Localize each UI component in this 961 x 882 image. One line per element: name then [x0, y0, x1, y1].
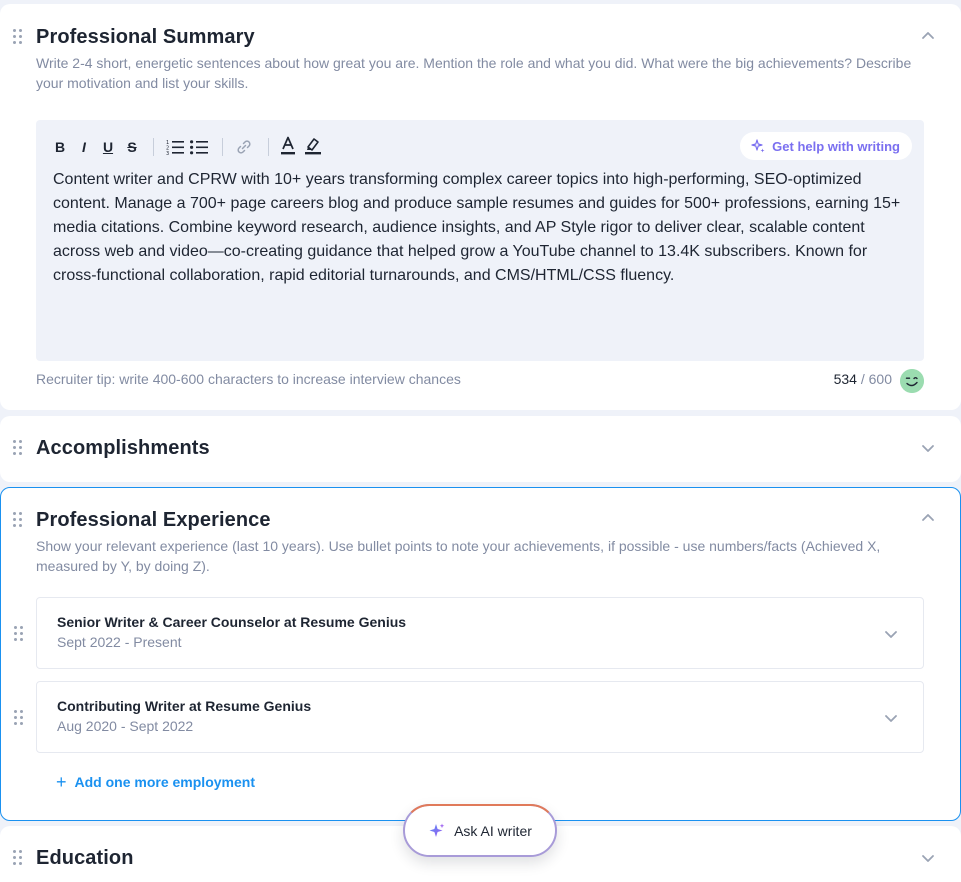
- section-title: Education: [36, 847, 134, 869]
- drag-handle-icon[interactable]: [14, 710, 24, 726]
- experience-section: [0, 487, 961, 821]
- bullet-list-icon[interactable]: [190, 139, 208, 155]
- character-counter: [834, 371, 892, 387]
- add-employment-button[interactable]: [56, 773, 255, 791]
- employment-item[interactable]: [36, 681, 924, 753]
- add-employment-label: Add one more employment: [74, 774, 255, 790]
- smiley-face-icon: [900, 369, 924, 393]
- section-description: Write 2-4 short, energetic sentences about how great you are. Mention the role and what you did. What were the big achievements? Describe your motivation and list your skills.: [36, 55, 912, 91]
- drag-handle-icon[interactable]: [13, 440, 23, 456]
- employment-item[interactable]: [36, 597, 924, 669]
- chevron-down-icon[interactable]: [883, 626, 899, 642]
- section-description: Show your relevant experience (last 10 years). Use bullet points to note your achievements, if possible - use numbers/facts (Achieved X, measured by Y, by doing Z).: [36, 538, 881, 574]
- section-title: Accomplishments: [36, 437, 210, 459]
- accomplishments-section[interactable]: [0, 416, 961, 482]
- job-dates: Sept 2022 - Present: [57, 634, 182, 650]
- summary-text[interactable]: Content writer and CPRW with 10+ years transforming complex career topics into high-performing, SEO-optimized content. Manage a 700+ page careers blog and produce sample resumes and guides for 500+ professions, earning 15+ media citations. Combine keyword research, audience insights, and AP Style rigor to deliver clear, scalable content across web and video—co-creating guidance that helped grow a YouTube channel to 13.4K subscribers. Known for cross-functional collaboration, rapid editorial turnarounds, and CMS/HTML/CSS fluency.: [53, 171, 901, 284]
- svg-text:3: 3: [166, 151, 170, 155]
- job-dates: Aug 2020 - Sept 2022: [57, 718, 194, 734]
- help-label: Get help with writing: [772, 138, 900, 154]
- job-title: Contributing Writer at Resume Genius: [57, 698, 312, 714]
- ai-writer-label: Ask AI writer: [454, 822, 532, 839]
- section-title: Professional Summary: [36, 26, 255, 48]
- text-color-icon[interactable]: [280, 136, 296, 156]
- strikethrough-button[interactable]: S: [127, 139, 137, 155]
- chevron-up-icon[interactable]: [920, 28, 936, 44]
- ask-ai-writer-button[interactable]: [403, 804, 557, 857]
- highlight-icon[interactable]: [304, 136, 322, 156]
- drag-handle-icon[interactable]: [14, 626, 24, 642]
- section-title: Professional Experience: [36, 509, 271, 531]
- drag-handle-icon[interactable]: [13, 512, 23, 528]
- chevron-down-icon[interactable]: [920, 440, 936, 456]
- svg-text:2: 2: [166, 145, 170, 152]
- chevron-up-icon[interactable]: [920, 510, 936, 526]
- link-icon[interactable]: [236, 139, 252, 155]
- italic-button[interactable]: I: [82, 139, 86, 155]
- char-count: 534: [833, 371, 857, 387]
- drag-handle-icon[interactable]: [13, 29, 23, 45]
- toolbar-divider: [268, 138, 269, 156]
- summary-section: [0, 4, 961, 410]
- toolbar-divider: [222, 138, 223, 156]
- underline-button[interactable]: U: [102, 139, 114, 155]
- toolbar-divider: [153, 138, 154, 156]
- chevron-down-icon[interactable]: [883, 710, 899, 726]
- bold-button[interactable]: B: [54, 139, 66, 155]
- drag-handle-icon[interactable]: [13, 850, 23, 866]
- sparkle-icon: [428, 822, 446, 840]
- job-title: Senior Writer & Career Counselor at Resume Genius: [57, 614, 407, 630]
- get-help-writing-button[interactable]: [740, 132, 912, 160]
- plus-icon: +: [56, 772, 67, 792]
- char-limit: / 600: [860, 371, 892, 387]
- chevron-down-icon[interactable]: [920, 850, 936, 866]
- numbered-list-icon[interactable]: [166, 139, 184, 155]
- editor-toolbar: [52, 136, 352, 158]
- recruiter-tip: Recruiter tip: write 400-600 characters to increase interview chances: [36, 371, 461, 387]
- svg-text:1: 1: [166, 140, 170, 146]
- summary-editor[interactable]: [36, 120, 924, 361]
- sparkle-icon: [750, 138, 766, 154]
